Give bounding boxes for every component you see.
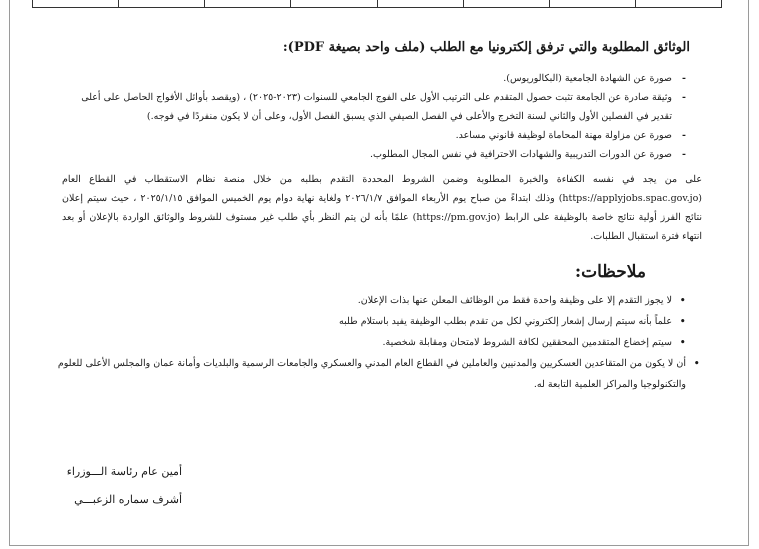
table-cell	[635, 0, 721, 7]
table-cell	[549, 0, 635, 7]
table-cell	[33, 0, 118, 7]
list-item: • علماً بأنه سيتم إرسال إشعار إلكتروني لكل من تقدم بطلب الوظيفة يفيد باستلام طلبه	[60, 311, 690, 332]
application-paragraph: على من يجد في نفسه الكفاءة والخبرة المطلوبة وضمن الشروط المحددة التقدم بطلبه من خلال منصة نظام الاستقطاب في القطاع العام (https://applyjobs.spac.gov.jo) وذلك ابتداءً من صباح يوم الأربعاء الموافق ٢٠٢٦/١/٧ ولغاية نهاية دوام يوم الخميس الموافق ٢٠٢٥/١/١٥ ، حيث سيتم إعلان نتائج الفرز أولية نتائج خاصة بالوظيفة على الرابط (https://pm.gov.jo) علمًا بأنه لن يتم النظر بأي طلب غير مستوف للشروط والوثائق الواردة بالإعلان أو بعد انتهاء فترة استقبال الطلبات.	[62, 174, 703, 242]
list-item: - صورة عن الدورات التدريبية والشهادات الاحترافية في نفس المجال المطلوب.	[60, 145, 690, 164]
list-item: - وثيقة صادرة عن الجامعة تثبت حصول المتقدم على الترتيب الأول على الفوج الجامعي للسنوات (٢٠٢٣-٢٠٢٥) ، (ويقصد بأوائل الأفواج الحاصل على أعلى تقدير في الفصلين الأول والثاني لسنة التخرج والأعلى في الفصل الصيفي الذي يسبق الفصل الأول، وعلى أن لا يكون منفردًا في فوجه.)	[60, 88, 690, 126]
table-cell	[463, 0, 549, 7]
required-documents-heading: الوثائق المطلوبة والتي ترفق إلكترونيا مع الطلب (ملف واحد بصيغة PDF):	[282, 40, 690, 55]
signatory-title: أمين عام رئاسة الـــوزراء	[66, 465, 182, 478]
document-body	[57, 40, 703, 395]
signatory-name: أشرف سماره الزعبـــي	[74, 493, 182, 506]
list-item: • أن لا يكون من المتقاعدين العسكريين والمدنيين والعاملين في القطاع العام المدني والعسكري والجامعات الرسمية والبلديات وأمانة عمان والمجلس الأعلى للعلوم والتكنولوجيا والمراكز العلمية التابعة له.	[40, 353, 704, 395]
required-documents-list	[60, 69, 690, 164]
table-cell	[290, 0, 376, 7]
list-item: • سيتم إخضاع المتقدمين المحققين لكافة الشروط لامتحان ومقابلة شخصية.	[60, 332, 690, 353]
table-cell	[118, 0, 204, 7]
signature-block	[66, 458, 182, 514]
table-bottom-edge	[32, 0, 722, 8]
notes-heading: ملاحظات:	[574, 262, 646, 282]
list-item: - صورة عن مزاولة مهنة المحاماة لوظيفة قانوني مساعد.	[60, 126, 690, 145]
list-item: - صورة عن الشهادة الجامعية (البكالوريوس).	[60, 69, 690, 88]
table-cell	[377, 0, 463, 7]
notes-list	[57, 290, 690, 395]
table-cell	[204, 0, 290, 7]
list-item: • لا يجوز التقدم إلا على وظيفة واحدة فقط من الوظائف المعلن عنها بذات الإعلان.	[60, 290, 690, 311]
